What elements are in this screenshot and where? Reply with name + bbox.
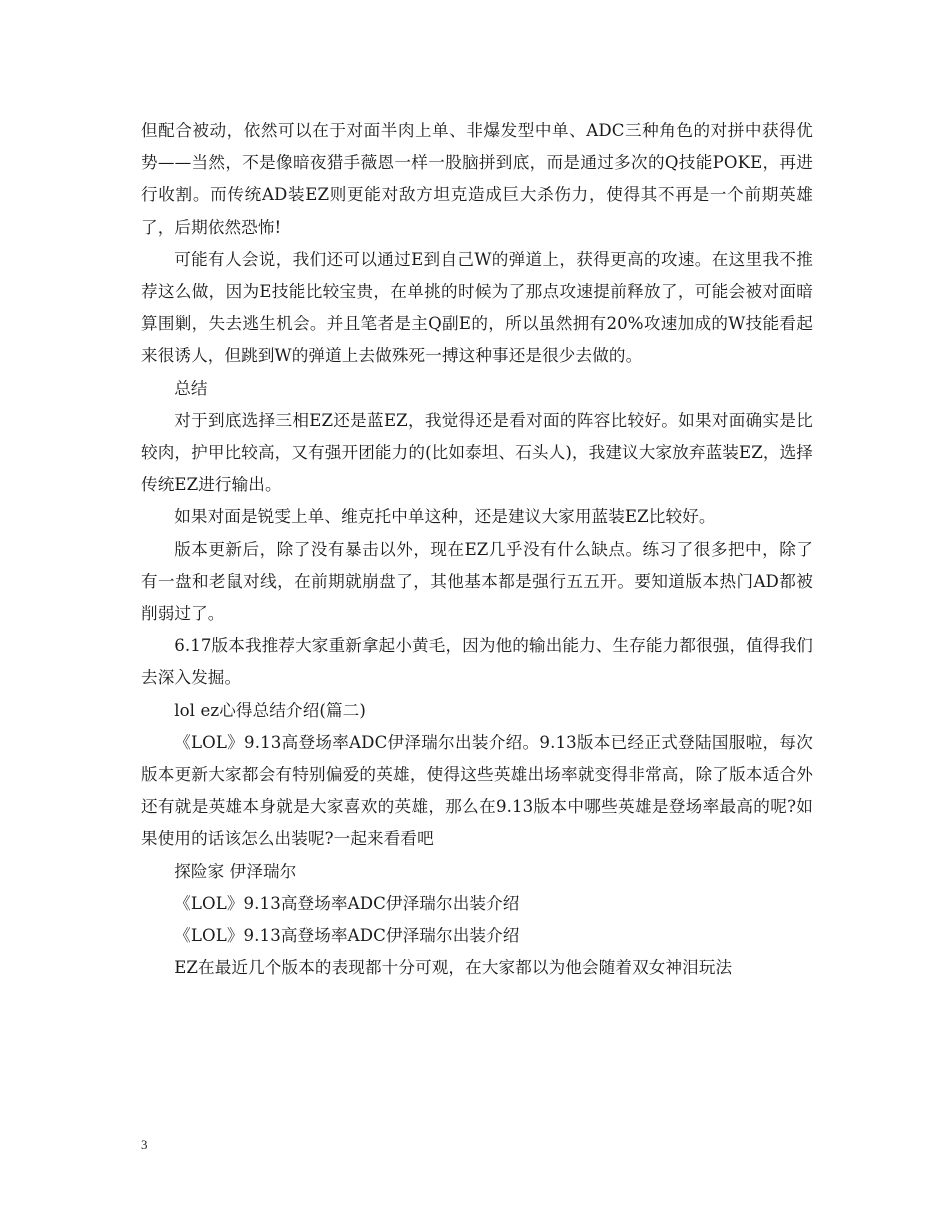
paragraph-7: 《LOL》9.13高登场率ADC伊泽瑞尔出装介绍。9.13版本已经正式登陆国服啦，每次版本更新大家都会有特别偏爱的英雄，使得这些英雄出场率就变得非常高，除了版本适合外还有就是英雄本身就是大家喜欢的英雄，那么在9.13版本中哪些英雄是登场率最高的呢?如果使用的话该怎么出装呢?一起来看看吧 — [141, 732, 813, 849]
image-caption-1: 《LOL》9.13高登场率ADC伊泽瑞尔出装介绍 — [174, 893, 520, 913]
paragraph-5: 版本更新后，除了没有暴击以外，现在EZ几乎没有什么缺点。练习了很多把中，除了有一盘和老鼠对线，在前期就崩盘了，其他基本都是强行五五开。要知道版本热门AD都被削弱过了。 — [141, 539, 813, 624]
paragraph-1: 但配合被动，依然可以在于对面半肉上单、非爆发型中单、ADC三种角色的对拼中获得优势——当然，不是像暗夜猎手薇恩一样一股脑拼到底，而是通过多次的Q技能POKE，再进行收割。而传统AD装EZ则更能对敌方坦克造成巨大杀伤力，使得其不再是一个前期英雄了，后期依然恐怖! — [141, 121, 813, 237]
paragraph-2: 可能有人会说，我们还可以通过E到自己W的弹道上，获得更高的攻速。在这里我不推荐这么做，因为E技能比较宝贵，在单挑的时候为了那点攻速提前释放了，可能会被对面暗算围剿，失去逃生机会。并且笔者是主Q副E的，所以虽然拥有20%攻速加成的W技能看起来很诱人，但跳到W的弹道上去做殊死一搏这种事还是很少去做的。 — [141, 249, 813, 366]
subheading-hero: 探险家 伊泽瑞尔 — [174, 861, 297, 881]
page-number: 3 — [141, 1137, 148, 1152]
paragraph-8: EZ在最近几个版本的表现都十分可观，在大家都以为他会随着双女神泪玩法 — [174, 958, 733, 978]
image-caption-2: 《LOL》9.13高登场率ADC伊泽瑞尔出装介绍 — [174, 926, 520, 946]
section-heading-part-two: lol ez心得总结介绍(篇二) — [174, 700, 366, 720]
paragraph-6: 6.17版本我推荐大家重新拿起小黄毛，因为他的输出能力、生存能力都很强，值得我们去深入发掘。 — [141, 636, 813, 688]
paragraph-3: 对于到底选择三相EZ还是蓝EZ，我觉得还是看对面的阵容比较好。如果对面确实是比较肉，护甲比较高，又有强开团能力的(比如泰坦、石头人)，我建议大家放弃蓝装EZ，选择传统EZ进行输出。 — [141, 410, 813, 495]
section-heading-summary: 总结 — [174, 378, 208, 398]
paragraph-4: 如果对面是锐雯上单、维克托中单这种，还是建议大家用蓝装EZ比较好。 — [174, 507, 716, 527]
document-body — [141, 115, 813, 984]
